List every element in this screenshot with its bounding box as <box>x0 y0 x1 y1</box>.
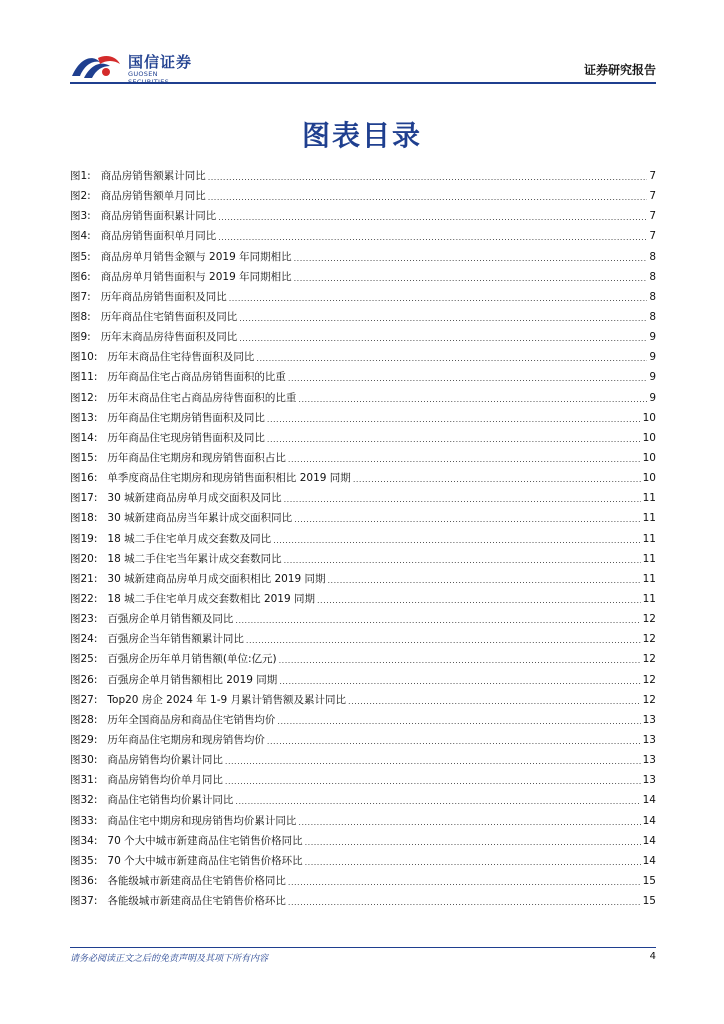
toc-entry-title: 各能级城市新建商品住宅销售价格同比 <box>107 874 286 887</box>
toc-entry-page: 14 <box>642 854 656 867</box>
toc-entry-label: 图24: <box>70 633 98 646</box>
toc-entry-label: 图17: <box>70 492 98 505</box>
toc-entry-title: 18 城二手住宅单月成交套数及同比 <box>107 532 272 545</box>
toc-entry[interactable] <box>70 410 656 430</box>
toc-entry[interactable] <box>70 329 656 349</box>
toc-entry-title: 历年商品房销售面积及同比 <box>100 290 227 303</box>
footer-divider <box>70 947 656 948</box>
toc-dot-leader <box>279 675 640 687</box>
toc-entry[interactable] <box>70 651 656 671</box>
toc-entry-label: 图5: <box>70 250 91 263</box>
toc-entry-page: 8 <box>649 310 656 323</box>
toc-entry-label: 图33: <box>70 814 98 827</box>
toc-entry[interactable] <box>70 249 656 269</box>
toc-entry-title: 商品房销售额单月同比 <box>100 190 206 203</box>
toc-entry-page: 7 <box>649 210 656 223</box>
toc-entry-label: 图31: <box>70 774 98 787</box>
toc-entry-label: 图10: <box>70 351 98 364</box>
toc-entry-page: 15 <box>642 895 656 908</box>
toc-entry-title: 历年商品住宅期房和现房销售面积占比 <box>107 451 286 464</box>
toc-entry-label: 图18: <box>70 512 98 525</box>
toc-entry[interactable] <box>70 390 656 410</box>
toc-entry-label: 图6: <box>70 270 91 283</box>
toc-dot-leader <box>239 312 647 324</box>
toc-dot-leader <box>256 352 647 364</box>
toc-dot-leader <box>208 191 648 203</box>
toc-entry-title: 商品房单月销售金额与 2019 年同期相比 <box>100 250 292 263</box>
toc-entry-page: 14 <box>642 834 656 847</box>
toc-dot-leader <box>305 836 641 848</box>
figure-toc-list <box>70 168 656 913</box>
toc-dot-leader <box>225 755 641 767</box>
toc-entry[interactable] <box>70 571 656 591</box>
toc-entry-label: 图2: <box>70 190 91 203</box>
toc-entry-label: 图28: <box>70 713 98 726</box>
toc-entry[interactable] <box>70 531 656 551</box>
toc-dot-leader <box>225 775 641 787</box>
toc-entry-page: 10 <box>642 411 656 424</box>
guosen-logo-icon <box>70 52 122 80</box>
toc-entry[interactable] <box>70 551 656 571</box>
page-header <box>70 50 656 84</box>
toc-entry[interactable] <box>70 450 656 470</box>
toc-entry-label: 图7: <box>70 290 91 303</box>
toc-entry-page: 12 <box>642 613 656 626</box>
toc-dot-leader <box>294 252 648 264</box>
header-divider <box>70 82 656 84</box>
toc-entry[interactable] <box>70 873 656 893</box>
toc-entry-title: 商品房销售均价单月同比 <box>107 774 223 787</box>
toc-entry[interactable] <box>70 309 656 329</box>
toc-entry-page: 15 <box>642 874 656 887</box>
toc-entry-page: 14 <box>642 814 656 827</box>
toc-dot-leader <box>229 292 648 304</box>
toc-entry-page: 8 <box>649 270 656 283</box>
toc-entry-title: 各能级城市新建商品住宅销售价格环比 <box>107 895 286 908</box>
toc-dot-leader <box>288 876 641 888</box>
toc-dot-leader <box>288 372 647 384</box>
toc-entry[interactable] <box>70 470 656 490</box>
toc-entry-page: 7 <box>649 190 656 203</box>
footer-disclaimer: 请务必阅读正文之后的免责声明及其项下所有内容 <box>70 954 269 964</box>
toc-entry[interactable] <box>70 591 656 611</box>
toc-entry-title: 商品住宅销售均价累计同比 <box>107 794 234 807</box>
toc-entry-page: 12 <box>642 653 656 666</box>
toc-dot-leader <box>267 433 641 445</box>
toc-entry[interactable] <box>70 813 656 833</box>
toc-entry[interactable] <box>70 833 656 853</box>
toc-dot-leader <box>298 393 647 405</box>
toc-entry-page: 7 <box>649 170 656 182</box>
toc-entry-title: 历年末商品房待售面积及同比 <box>100 331 238 344</box>
toc-dot-leader <box>348 695 641 707</box>
toc-entry[interactable] <box>70 792 656 812</box>
toc-entry[interactable] <box>70 188 656 208</box>
toc-entry-title: 历年末商品住宅占商品房待售面积的比重 <box>107 391 297 404</box>
toc-dot-leader <box>267 735 641 747</box>
toc-entry-label: 图12: <box>70 391 98 404</box>
toc-entry[interactable] <box>70 228 656 248</box>
toc-dot-leader <box>279 654 641 666</box>
page-number: 4 <box>649 951 656 962</box>
toc-entry-label: 图30: <box>70 754 98 767</box>
toc-entry[interactable] <box>70 289 656 309</box>
toc-entry-page: 11 <box>642 512 656 525</box>
toc-entry-page: 12 <box>642 673 656 686</box>
toc-entry-title: 历年商品住宅期房和现房销售均价 <box>107 733 265 746</box>
toc-entry-page: 11 <box>642 492 656 505</box>
toc-entry-label: 图22: <box>70 592 98 605</box>
toc-entry-title: 百强房企历年单月销售额(单位:亿元) <box>107 653 277 666</box>
toc-dot-leader <box>353 473 641 485</box>
toc-entry-label: 图1: <box>70 170 91 182</box>
toc-entry[interactable] <box>70 269 656 289</box>
toc-entry-label: 图34: <box>70 834 98 847</box>
toc-dot-leader <box>298 816 640 828</box>
toc-entry-page: 11 <box>642 552 656 565</box>
toc-entry[interactable] <box>70 369 656 389</box>
toc-entry-page: 8 <box>649 290 656 303</box>
toc-entry-label: 图35: <box>70 854 98 867</box>
toc-entry[interactable] <box>70 510 656 530</box>
toc-entry-label: 图3: <box>70 210 91 223</box>
toc-entry-title: 70 个大中城市新建商品住宅销售价格同比 <box>107 834 303 847</box>
toc-entry-title: 百强房企单月销售额及同比 <box>107 613 234 626</box>
toc-entry-page: 13 <box>642 754 656 767</box>
toc-entry-label: 图16: <box>70 472 98 485</box>
toc-entry-title: 历年商品住宅销售面积及同比 <box>100 310 238 323</box>
toc-entry-title: 单季度商品住宅期房和现房销售面积相比 2019 同期 <box>107 472 351 485</box>
toc-entry-title: 30 城新建商品房当年累计成交面积同比 <box>107 512 293 525</box>
toc-entry-label: 图11: <box>70 371 98 384</box>
toc-entry-title: 商品房销售面积累计同比 <box>100 210 217 223</box>
toc-entry-label: 图27: <box>70 693 98 706</box>
toc-entry-label: 图14: <box>70 431 98 444</box>
toc-entry[interactable] <box>70 430 656 450</box>
toc-entry[interactable] <box>70 490 656 510</box>
toc-entry-page: 11 <box>642 532 656 545</box>
toc-entry-title: 18 城二手住宅当年累计成交套数同比 <box>107 552 282 565</box>
toc-entry[interactable] <box>70 893 656 913</box>
report-type-label: 证券研究报告 <box>583 63 656 77</box>
toc-entry-title: 商品住宅中期房和现房销售均价累计同比 <box>107 814 297 827</box>
toc-entry-label: 图25: <box>70 653 98 666</box>
toc-entry-label: 图9: <box>70 331 91 344</box>
toc-entry-page: 13 <box>642 774 656 787</box>
toc-entry-page: 12 <box>642 693 656 706</box>
toc-dot-leader <box>284 554 641 566</box>
toc-entry[interactable] <box>70 752 656 772</box>
toc-dot-leader <box>317 594 641 606</box>
toc-entry-title: 70 个大中城市新建商品住宅销售价格环比 <box>107 854 303 867</box>
toc-dot-leader <box>294 272 648 284</box>
toc-dot-leader <box>239 332 647 344</box>
toc-dot-leader <box>328 574 641 586</box>
toc-entry-title: 30 城新建商品房单月成交面积相比 2019 同期 <box>107 572 326 585</box>
toc-entry-label: 图21: <box>70 572 98 585</box>
toc-entry[interactable] <box>70 712 656 732</box>
toc-entry[interactable] <box>70 208 656 228</box>
toc-entry[interactable] <box>70 772 656 792</box>
toc-entry-page: 13 <box>642 713 656 726</box>
toc-entry[interactable] <box>70 168 656 188</box>
toc-entry-title: Top20 房企 2024 年 1-9 月累计销售额及累计同比 <box>107 693 347 706</box>
page-title: 图表目录 <box>301 119 422 152</box>
toc-entry-label: 图19: <box>70 532 98 545</box>
toc-entry-title: 历年商品住宅现房销售面积及同比 <box>107 431 265 444</box>
toc-entry-page: 11 <box>642 572 656 585</box>
toc-entry-page: 10 <box>642 451 656 464</box>
toc-entry-page: 9 <box>649 331 656 344</box>
toc-entry-label: 图8: <box>70 310 91 323</box>
toc-entry-title: 百强房企当年销售额累计同比 <box>107 633 244 646</box>
toc-entry-title: 商品房销售面积单月同比 <box>100 230 217 243</box>
toc-entry-title: 百强房企单月销售额相比 2019 同期 <box>107 673 278 686</box>
logo-chinese-name: 国信证券 <box>128 53 193 71</box>
guosen-logo <box>70 50 200 82</box>
toc-entry-page: 12 <box>642 633 656 646</box>
toc-entry-label: 图32: <box>70 794 98 807</box>
toc-dot-leader <box>235 614 640 626</box>
toc-dot-leader <box>294 513 641 525</box>
toc-entry-label: 图26: <box>70 673 98 686</box>
toc-entry-title: 历年末商品住宅待售面积及同比 <box>107 351 255 364</box>
toc-entry-page: 11 <box>642 592 656 605</box>
toc-entry-label: 图13: <box>70 411 98 424</box>
toc-entry-page: 9 <box>649 351 656 364</box>
toc-entry[interactable] <box>70 349 656 369</box>
toc-entry-page: 10 <box>642 472 656 485</box>
toc-entry-title: 历年全国商品房和商品住宅销售均价 <box>107 713 276 726</box>
toc-entry-page: 9 <box>649 371 656 384</box>
toc-entry[interactable] <box>70 611 656 631</box>
toc-entry-title: 历年商品住宅期房销售面积及同比 <box>107 411 265 424</box>
toc-entry-label: 图37: <box>70 895 98 908</box>
toc-dot-leader <box>273 534 641 546</box>
toc-entry-title: 商品房销售额累计同比 <box>100 170 206 182</box>
toc-dot-leader <box>235 795 640 807</box>
toc-entry-label: 图20: <box>70 552 98 565</box>
toc-dot-leader <box>267 413 641 425</box>
toc-dot-leader <box>208 171 648 183</box>
toc-entry-page: 7 <box>649 230 656 243</box>
toc-dot-leader <box>305 856 641 868</box>
toc-entry-title: 18 城二手住宅单月成交套数相比 2019 同期 <box>107 592 316 605</box>
logo-english-name: GUOSEN <box>128 70 158 78</box>
toc-dot-leader <box>277 715 640 727</box>
toc-dot-leader <box>284 493 641 505</box>
toc-entry-page: 13 <box>642 733 656 746</box>
toc-dot-leader <box>218 211 647 223</box>
toc-entry[interactable] <box>70 732 656 752</box>
toc-entry-page: 10 <box>642 431 656 444</box>
toc-dot-leader <box>288 896 641 908</box>
toc-entry-label: 图36: <box>70 874 98 887</box>
toc-entry-page: 8 <box>649 250 656 263</box>
toc-entry-label: 图29: <box>70 733 98 746</box>
toc-entry-label: 图23: <box>70 613 98 626</box>
toc-entry-label: 图4: <box>70 230 91 243</box>
toc-entry-title: 30 城新建商品房单月成交面积及同比 <box>107 492 282 505</box>
toc-dot-leader <box>246 634 641 646</box>
toc-entry[interactable] <box>70 853 656 873</box>
toc-entry-page: 9 <box>649 391 656 404</box>
toc-entry-page: 14 <box>642 794 656 807</box>
toc-entry[interactable] <box>70 631 656 651</box>
toc-entry[interactable] <box>70 692 656 712</box>
toc-entry-label: 图15: <box>70 451 98 464</box>
toc-dot-leader <box>288 453 641 465</box>
toc-entry-title: 商品房单月销售面积与 2019 年同期相比 <box>100 270 292 283</box>
toc-dot-leader <box>218 231 647 243</box>
toc-entry-title: 商品房销售均价累计同比 <box>107 754 223 767</box>
toc-entry-title: 历年商品住宅占商品房销售面积的比重 <box>107 371 286 384</box>
toc-entry[interactable] <box>70 672 656 692</box>
